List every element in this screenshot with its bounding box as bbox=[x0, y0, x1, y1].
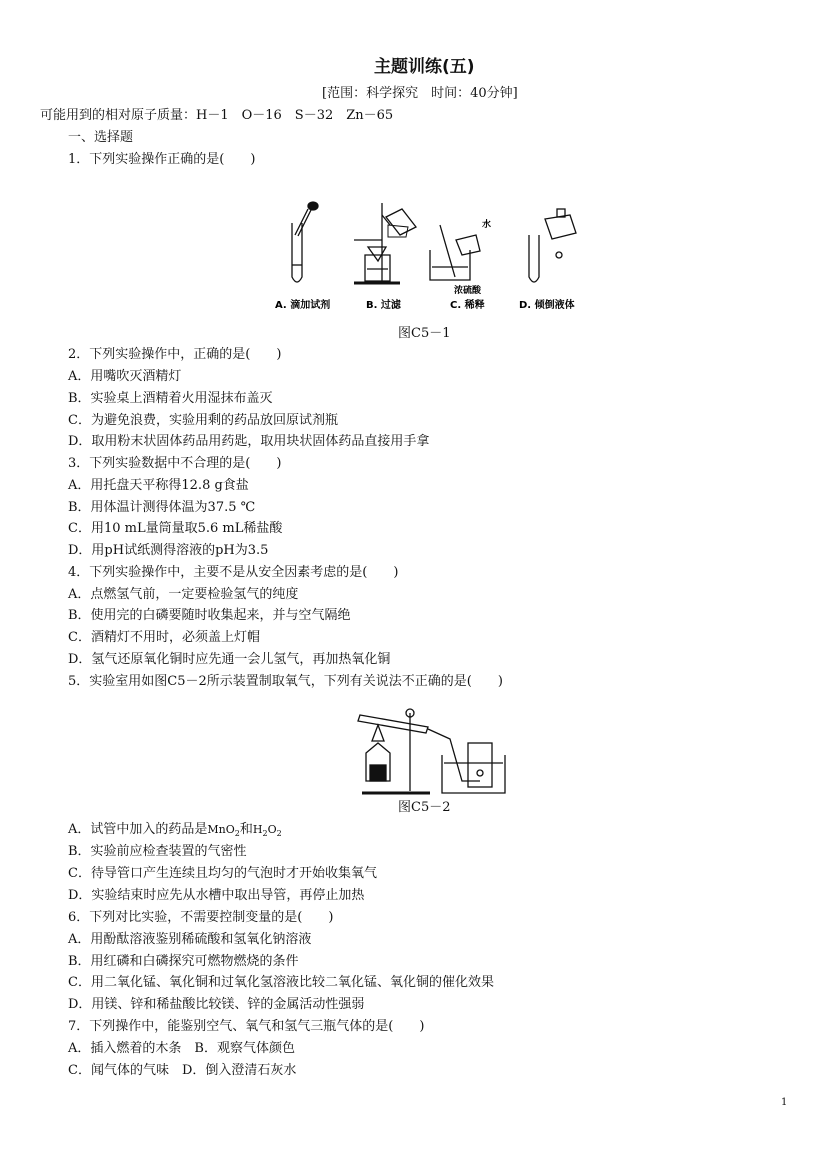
q5-stem: 5．实验室用如图C5－2所示装置制取氧气，下列有关说法不正确的是( ) bbox=[68, 674, 503, 689]
label-acid: 浓硫酸 bbox=[454, 286, 482, 296]
label-water: 水 bbox=[482, 220, 492, 230]
q6-option-b: B．用红磷和白磷探究可燃物燃烧的条件 bbox=[68, 954, 299, 969]
q7-options-ab: A．插入燃着的木条 B．观察气体颜色 bbox=[68, 1041, 295, 1056]
q3-option-b: B．用体温计测得体温为37.5 ℃ bbox=[68, 500, 256, 515]
section-heading: 一、选择题 bbox=[68, 130, 134, 145]
q2-option-b: B．实验桌上酒精着火用湿抹布盖灭 bbox=[68, 391, 273, 406]
page-title: 主题训练(五) bbox=[374, 57, 475, 77]
q4-option-a: A．点燃氢气前，一定要检验氢气的纯度 bbox=[68, 587, 299, 602]
q2-stem: 2．下列实验操作中，正确的是( ) bbox=[68, 347, 282, 362]
page-number: 1 bbox=[781, 1097, 788, 1108]
q5-option-a-mid: 和 bbox=[239, 822, 253, 837]
q6-option-c: C．用二氧化锰、氧化铜和过氧化氢溶液比较二氧化锰、氧化铜的催化效果 bbox=[68, 975, 494, 990]
q6-option-d: D．用镁、锌和稀盐酸比较镁、锌的金属活动性强弱 bbox=[68, 997, 365, 1012]
q3-stem: 3．下列实验数据中不合理的是( ) bbox=[68, 456, 282, 471]
figure-c5-2-caption: 图C5－2 bbox=[398, 800, 451, 815]
scope-line: [范围：科学探究 时间：40分钟] bbox=[322, 86, 518, 101]
q3-option-a: A．用托盘天平称得12.8 g食盐 bbox=[68, 478, 249, 493]
label-b: B. 过滤 bbox=[366, 300, 401, 311]
q5-option-a bbox=[68, 822, 282, 842]
label-d: D. 倾倒液体 bbox=[519, 300, 575, 311]
label-c: C. 稀释 bbox=[450, 300, 485, 311]
q5-option-a-prefix: A．试管中加入的药品是 bbox=[68, 822, 208, 837]
atomic-mass-line: 可能用到的相对原子质量：H－1 O－16 S－32 Zn－65 bbox=[40, 108, 394, 123]
q7-stem: 7．下列操作中，能鉴别空气、氧气和氢气三瓶气体的是( ) bbox=[68, 1019, 425, 1034]
figure-c5-2 bbox=[350, 703, 515, 799]
q6-stem: 6．下列对比实验，不需要控制变量的是( ) bbox=[68, 910, 334, 925]
formula-mno2: MnO$_2$ bbox=[207, 823, 240, 839]
q7-options-cd: C．闻气体的气味 D．倒入澄清石灰水 bbox=[68, 1063, 297, 1078]
q6-option-a: A．用酚酞溶液鉴别稀硫酸和氢氧化钠溶液 bbox=[68, 932, 312, 947]
figure-c5-1-caption: 图C5－1 bbox=[398, 326, 451, 341]
q3-option-d: D．用pH试纸测得溶液的pH为3.5 bbox=[68, 543, 269, 558]
q1-stem: 1．下列实验操作正确的是( ) bbox=[68, 152, 256, 167]
label-a: A. 滴加试剂 bbox=[275, 300, 331, 311]
q2-option-d: D．取用粉末状固体药品用药匙，取用块状固体药品直接用手拿 bbox=[68, 434, 430, 449]
figure-c5-1 bbox=[270, 195, 590, 320]
q2-option-a: A．用嘴吹灭酒精灯 bbox=[68, 369, 182, 384]
q4-option-d: D．氢气还原氧化铜时应先通一会儿氢气，再加热氧化铜 bbox=[68, 652, 391, 667]
formula-h2o2: $H_2O_2$ bbox=[252, 823, 282, 839]
q5-option-d: D．实验结束时应先从水槽中取出导管，再停止加热 bbox=[68, 888, 365, 903]
q4-stem: 4．下列实验操作中，主要不是从安全因素考虑的是( ) bbox=[68, 565, 399, 580]
q5-option-b: B．实验前应检查装置的气密性 bbox=[68, 844, 247, 859]
q3-option-c: C．用10 mL量筒量取5.6 mL稀盐酸 bbox=[68, 521, 283, 536]
q2-option-c: C．为避免浪费，实验用剩的药品放回原试剂瓶 bbox=[68, 413, 338, 428]
q4-option-b: B．使用完的白磷要随时收集起来，并与空气隔绝 bbox=[68, 608, 351, 623]
q5-option-c: C．待导管口产生连续且均匀的气泡时才开始收集氧气 bbox=[68, 866, 377, 881]
q4-option-c: C．酒精灯不用时，必须盖上灯帽 bbox=[68, 630, 260, 645]
